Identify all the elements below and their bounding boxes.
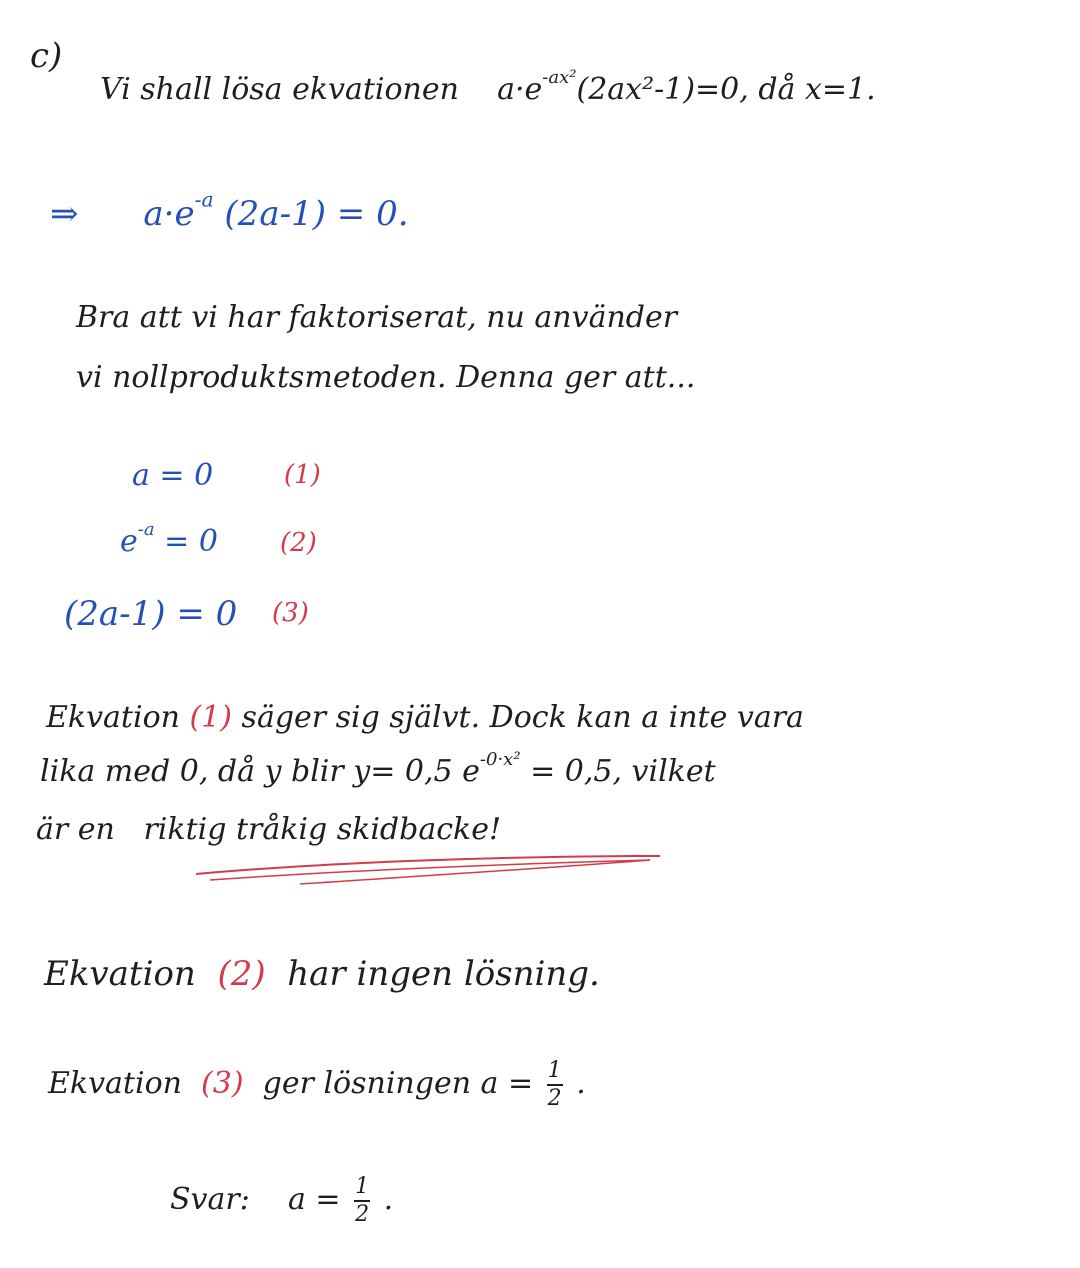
eq1-word: Ekvation	[46, 700, 180, 735]
answer-fraction-numerator: 1	[355, 1174, 370, 1199]
implication-base: a·e	[143, 194, 195, 234]
eq2-line	[44, 954, 600, 994]
eq3-fraction-numerator: 1	[547, 1058, 562, 1083]
eq1-line-3	[36, 812, 501, 847]
eq3-line	[48, 1060, 586, 1110]
eq1-line-1	[46, 700, 804, 735]
answer-lhs: a =	[288, 1182, 341, 1217]
eq1-exponent: -0·x²	[479, 748, 521, 770]
intro-text: Vi shall lösa ekvationen	[100, 72, 459, 107]
eq1-line-2-rest: = 0,5, vilket	[530, 754, 716, 789]
answer-label: Svar:	[170, 1182, 250, 1217]
intro-equation-base: a·e	[497, 72, 543, 107]
comment-line-1: Bra att vi har faktoriserat, nu använder	[76, 300, 678, 335]
part-label: c)	[30, 36, 63, 76]
eq3-fraction-denominator: 2	[547, 1086, 562, 1111]
eq1-line-2-text: lika med 0, då y blir y= 0,5 e	[40, 754, 480, 789]
implication-exponent: -a	[194, 187, 214, 212]
case-3-equation: (2a-1) = 0	[64, 594, 238, 634]
eq1-number: (1)	[189, 700, 232, 735]
case-2-base: e	[120, 524, 138, 559]
comment-line-2: vi nollproduktsmetoden. Denna ger att...	[76, 360, 696, 395]
case-2-rest: = 0	[164, 524, 218, 559]
case-2-equation	[120, 518, 218, 559]
eq3-number: (3)	[201, 1066, 244, 1101]
case-1-equation: a = 0	[132, 458, 214, 493]
case-3-number: (3)	[272, 598, 309, 628]
intro-equation-exponent: -ax²	[542, 66, 577, 88]
eq1-line-3-start: är en	[36, 812, 115, 847]
case-2-number: (2)	[280, 528, 317, 558]
answer-line	[170, 1176, 393, 1226]
eq3-text: ger lösningen a =	[262, 1066, 534, 1101]
intro-equation-rest: (2ax²-1)=0, då x=1.	[576, 72, 876, 107]
answer-fraction	[354, 1176, 370, 1226]
eq3-word: Ekvation	[48, 1066, 182, 1101]
case-1-number: (1)	[284, 460, 321, 490]
red-underline	[190, 850, 670, 890]
implication-arrow: ⇒	[50, 194, 79, 234]
intro-line	[100, 66, 876, 107]
eq1-line-2	[40, 748, 716, 789]
answer-fraction-denominator: 2	[355, 1202, 370, 1227]
eq1-text: säger sig självt. Dock kan a inte vara	[241, 700, 804, 735]
eq2-word: Ekvation	[44, 954, 196, 994]
eq2-number: (2)	[217, 954, 266, 994]
eq3-fraction	[547, 1060, 563, 1110]
implication-line	[50, 187, 409, 234]
implication-rest: (2a-1) = 0.	[224, 194, 409, 234]
eq2-text: har ingen lösning.	[287, 954, 600, 994]
answer-end: .	[383, 1182, 394, 1217]
eq3-end: .	[576, 1066, 586, 1101]
eq1-underlined-text: riktig tråkig skidbacke!	[143, 812, 502, 847]
case-2-exponent: -a	[137, 518, 155, 540]
